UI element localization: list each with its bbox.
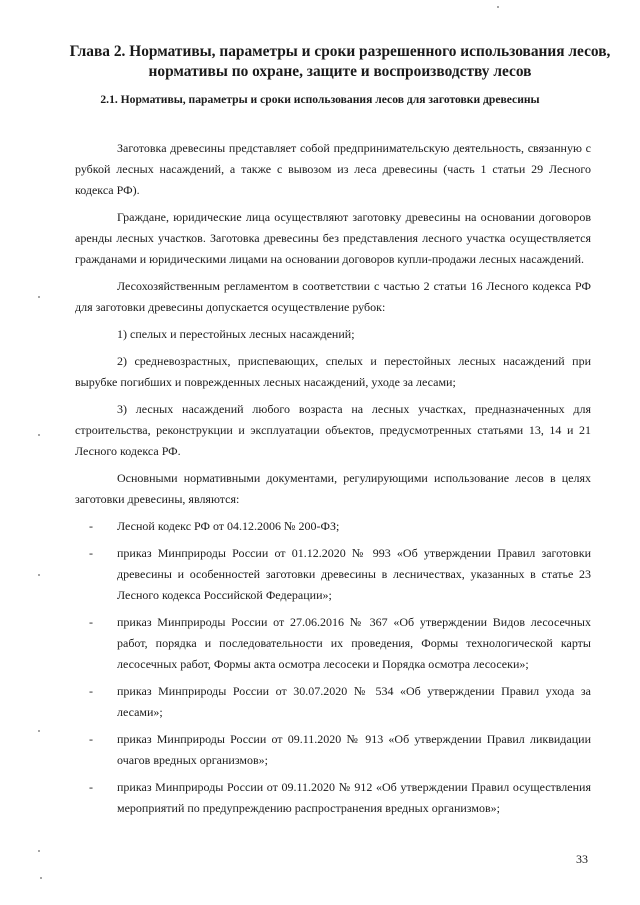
list-item — [75, 777, 591, 819]
paragraph: Лесохозяйственным регламентом в соответствии с частью 2 статьи 16 Лесного кодекса РФ для заготовки древесины допускается осуществление рубок: — [75, 279, 591, 314]
list-item-text: приказ Минприроды России от 27.06.2016 № 367 «Об утверждении Видов лесосечных работ, порядка и последовательности их проведения, Формы технологической карты лесосечных работ, Формы акта осмотра лесосеки и Порядка осмотра лесосеки»; — [117, 615, 591, 671]
list-item — [75, 516, 591, 537]
list-item-text: приказ Минприроды России от 09.11.2020 № 912 «Об утверждении Правил осуществления мероприятий по предупреждению распространения вредных организмов»; — [117, 780, 591, 815]
scan-speck — [38, 574, 40, 576]
list-item-text: Лесной кодекс РФ от 04.12.2006 № 200-ФЗ; — [117, 519, 340, 533]
scan-speck — [38, 850, 40, 852]
paragraph: 2) средневозрастных, приспевающих, спелых и перестойных лесных насаждений при вырубке погибших и поврежденных лесных насаждений, уходе за лесами; — [75, 354, 591, 389]
scan-speck — [38, 434, 40, 436]
list-dash: - — [89, 780, 93, 794]
section-title: 2.1. Нормативы, параметры и сроки использования лесов для заготовки древесины — [100, 93, 540, 106]
list-dash: - — [89, 546, 93, 560]
scan-speck — [497, 6, 499, 8]
list-item — [75, 729, 591, 771]
page-number: 33 — [576, 852, 588, 866]
list-dash: - — [89, 615, 93, 629]
list-item-text: приказ Минприроды России от 01.12.2020 № 993 «Об утверждении Правил заготовки древесины и особенностей заготовки древесины в лесничествах, указанных в статье 23 Лесного кодекса Российской Федерации»; — [117, 546, 591, 602]
paragraph: Основными нормативными документами, регулирующими использование лесов в целях заготовки древесины, являются: — [75, 471, 591, 506]
list-dash: - — [89, 684, 93, 698]
body-text — [75, 138, 591, 825]
regulations-list — [75, 516, 591, 819]
list-item-text: приказ Минприроды России от 30.07.2020 № 534 «Об утверждении Правил ухода за лесами»; — [117, 684, 591, 719]
list-item — [75, 543, 591, 606]
scan-speck — [38, 296, 40, 298]
list-dash: - — [89, 519, 93, 533]
paragraph: Граждане, юридические лица осуществляют заготовку древесины на основании договоров аренды лесных участков. Заготовка древесины без представления лесного участка осуществляется гражданами и юридическими лицами на основании договоров купли-продажи лесных насаждений. — [75, 210, 591, 266]
scan-speck — [40, 877, 42, 879]
paragraph: 3) лесных насаждений любого возраста на лесных участках, предназначенных для строительства, реконструкции и эксплуатации объектов, предусмотренных статьями 13, 14 и 21 Лесного кодекса РФ. — [75, 402, 591, 458]
list-item-text: приказ Минприроды России от 09.11.2020 № 913 «Об утверждении Правил ликвидации очагов вредных организмов»; — [117, 732, 591, 767]
list-item — [75, 681, 591, 723]
paragraph: Заготовка древесины представляет собой предпринимательскую деятельность, связанную с рубкой лесных насаждений, а также с вывозом из леса древесины (часть 1 статьи 29 Лесного кодекса РФ). — [75, 141, 591, 197]
list-item — [75, 612, 591, 675]
chapter-title: Глава 2. Нормативы, параметры и сроки разрешенного использования лесов, нормативы по охране, защите и воспроизводству лесов — [69, 43, 611, 80]
list-dash: - — [89, 732, 93, 746]
paragraph: 1) спелых и перестойных лесных насаждений; — [117, 327, 355, 341]
scan-speck — [38, 730, 40, 732]
